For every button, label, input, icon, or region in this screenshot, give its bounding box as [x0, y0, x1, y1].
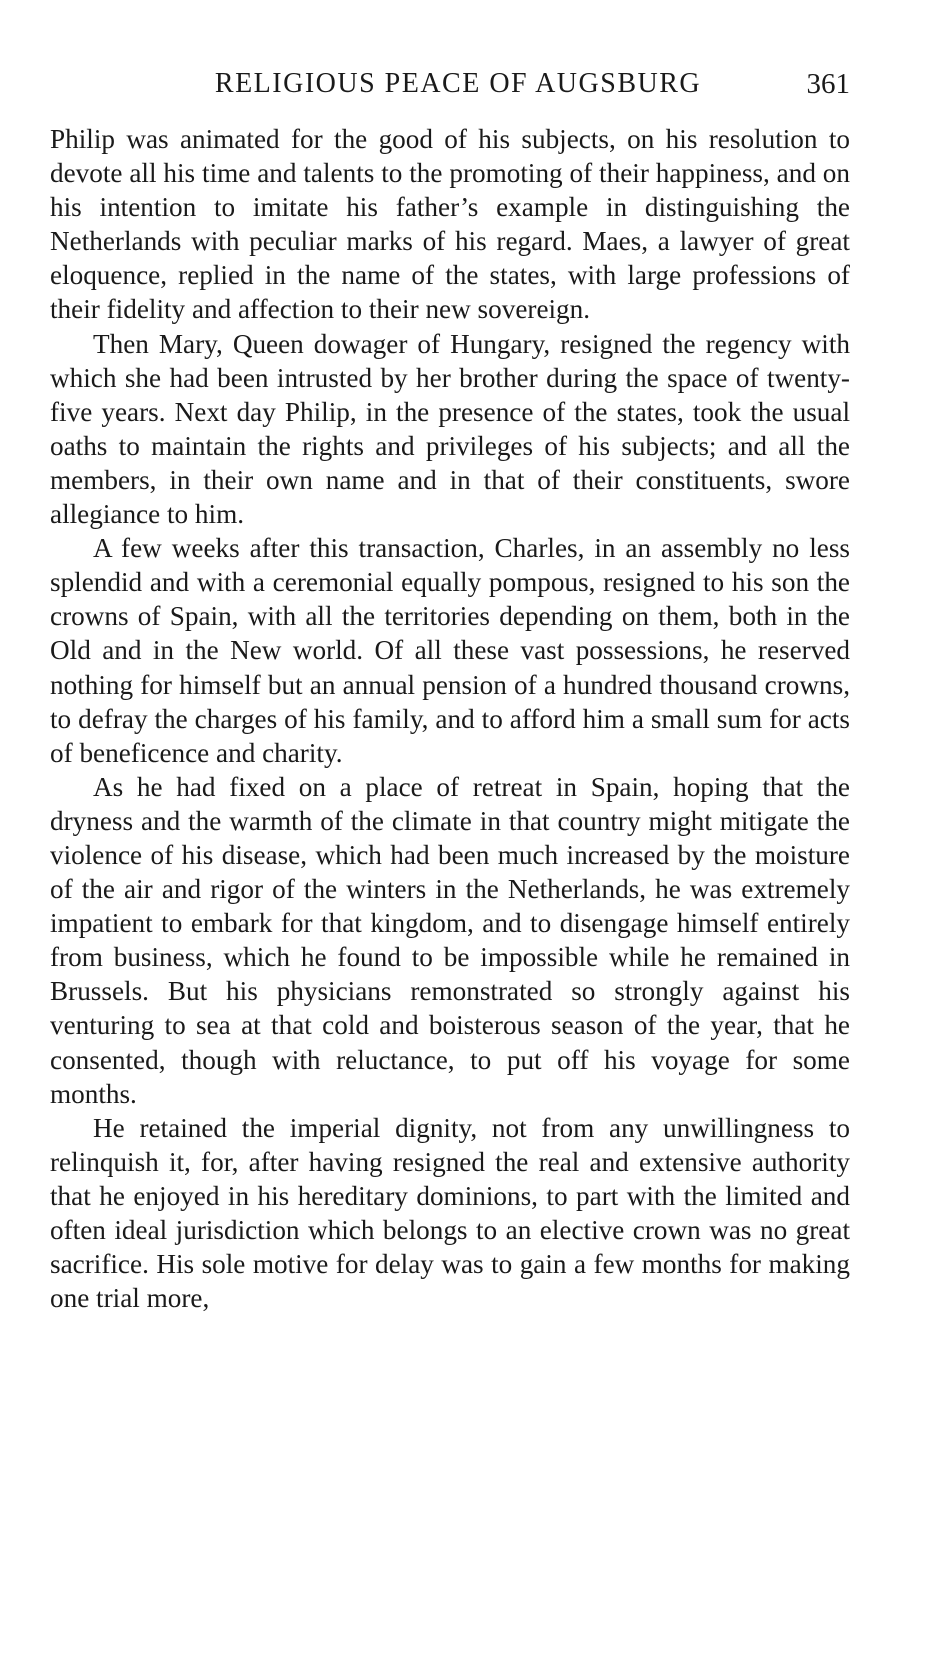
running-title: RELIGIOUS PEACE OF AUGSBURG: [214, 68, 702, 99]
paragraph-continued: Philip was animated for the good of his subjects, on his resolution to devote all his time and talents to the promoting of their happiness, and on his intention to imitate his father’s example in distinguishing the Netherlands with peculiar marks of his regard. Maes, a lawyer of great eloquence, replied in the name of the states, with large professions of their fidelity and affection to their new sovereign.: [50, 124, 850, 325]
paragraph: Then Mary, Queen dowager of Hungary, resigned the regency with which she had been intrusted by her brother during the space of twenty-five years. Next day Philip, in the presence of the states, took the usual oaths to maintain the rights and privileges of his subjects; and all the members, in their own name and in that of their constituents, swore allegiance to him.: [50, 328, 850, 530]
running-head: [50, 68, 850, 108]
book-page: [50, 68, 850, 1315]
paragraph: As he had fixed on a place of retreat in Spain, hoping that the dryness and the warmth of the climate in that country might mitigate the violence of his disease, which had been much increased by the moisture of the air and rigor of the winters in the Netherlands, he was extremely impatient to embark for that kingdom, and to disengage himself entirely from business, which he found to be impossible while he remained in Brussels. But his physicians remonstrated so strongly against his venturing to sea at that cold and boisterous season of the year, that he consented, though with reluctance, to put off his voyage for some months.: [50, 771, 850, 1109]
paragraph: He retained the imperial dignity, not from any unwillingness to relinquish it, for, after having resigned the real and extensive authority that he enjoyed in his hereditary dominions, to part with the limited and often ideal jurisdiction which belongs to an elective crown was no great sacrifice. His sole motive for delay was to gain a few months for making one trial more,: [50, 1112, 850, 1314]
page-number: 361: [806, 68, 850, 100]
paragraph: A few weeks after this transaction, Charles, in an assembly no less splendid and with a ceremonial equally pompous, resigned to his son the crowns of Spain, with all the territories depending on them, both in the Old and in the New world. Of all these vast possessions, he reserved nothing for himself but an annual pension of a hundred thousand crowns, to defray the charges of his family, and to afford him a small sum for acts of beneficence and charity.: [50, 533, 850, 768]
